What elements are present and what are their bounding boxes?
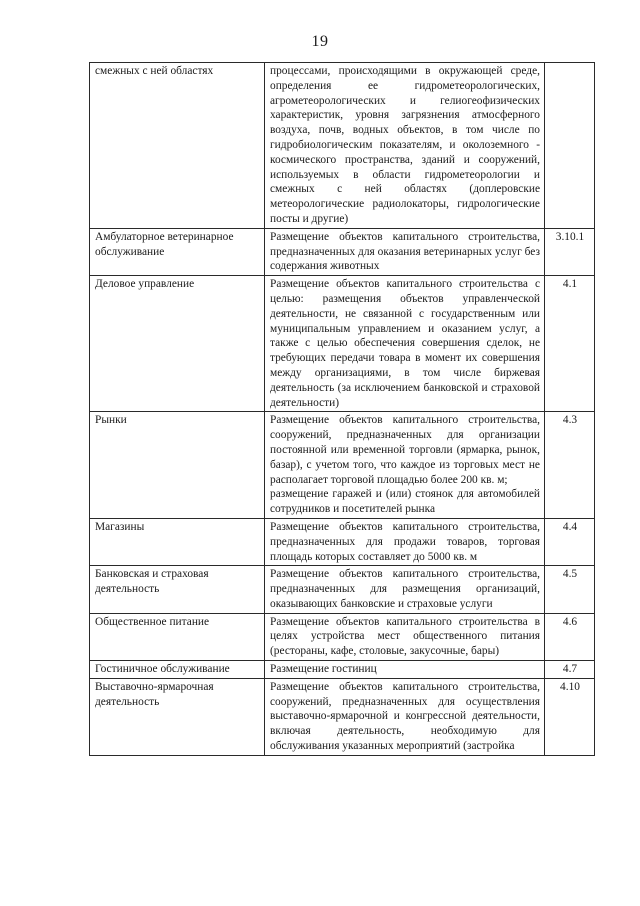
table-row — [90, 63, 595, 229]
land-use-description: Размещение объектов капитального строительства, сооружений, предназначенных для осуществления выставочно-ярмарочной и конгрессной деятельности, включая деятельность, необходимую для обслуживания указанных мероприятий (застройка — [265, 678, 545, 755]
land-use-code: 3.10.1 — [545, 228, 595, 275]
land-use-description: процессами, происходящими в окружающей среде, определения ее гидрометеорологических, агрометеорологических и гелиогеофизических характеристик, уровня загрязнения атмосферного воздуха, почв, водных объектов, в том числе по гидробиологическим показателям, и околоземного - космического пространства, зданий и сооружений, используемых в области гидрометеорологии и смежных с ней областях (доплеровские метеорологические радиолокаторы, гидрологические посты и другие) — [265, 63, 545, 229]
table-row — [90, 518, 595, 565]
land-use-name: Банковская и страховая деятельность — [90, 566, 265, 613]
page-number: 19 — [311, 33, 329, 50]
land-use-name: смежных с ней областях — [90, 63, 265, 229]
land-use-code — [545, 63, 595, 229]
land-use-name: Гостиничное обслуживание — [90, 661, 265, 679]
table-row — [90, 412, 595, 519]
land-use-description: Размещение объектов капитального строительства с целью: размещения объектов управленческой деятельности, не связанной с государственным или муниципальным управлением и оказанием услуг, а также с целью обеспечения совершения сделок, не требующих передачи товара в момент их совершения между организациями, в том числе биржевая деятельность (за исключением банковской и страховой деятельности) — [265, 276, 545, 412]
land-use-code: 4.6 — [545, 613, 595, 660]
land-use-code: 4.4 — [545, 518, 595, 565]
table-row — [90, 613, 595, 660]
table-row — [90, 678, 595, 755]
land-use-description: Размещение объектов капитального строительства, предназначенных для продажи товаров, торговая площадь которых составляет до 5000 кв. м — [265, 518, 545, 565]
land-use-name: Рынки — [90, 412, 265, 519]
land-use-code: 4.10 — [545, 678, 595, 755]
land-use-code: 4.1 — [545, 276, 595, 412]
land-use-code: 4.5 — [545, 566, 595, 613]
land-use-code: 4.3 — [545, 412, 595, 519]
land-use-code: 4.7 — [545, 661, 595, 679]
land-use-name: Деловое управление — [90, 276, 265, 412]
land-use-description — [265, 412, 545, 519]
land-use-description: Размещение объектов капитального строительства, предназначенных для оказания ветеринарных услуг без содержания животных — [265, 228, 545, 275]
table-row — [90, 276, 595, 412]
land-use-name: Общественное питание — [90, 613, 265, 660]
land-use-description-part: размещение гаражей и (или) стоянок для автомобилей сотрудников и посетителей рынка — [270, 488, 540, 516]
land-use-name: Выставочно-ярмарочная деятельность — [90, 678, 265, 755]
land-use-description: Размещение объектов капитального строительства в целях устройства мест общественного питания (рестораны, кафе, столовые, закусочные, бары) — [265, 613, 545, 660]
land-use-description: Размещение объектов капитального строительства, предназначенных для размещения организаций, оказывающих банковские и страховые услуги — [265, 566, 545, 613]
land-use-name: Магазины — [90, 518, 265, 565]
land-use-description-part: Размещение объектов капитального строительства, сооружений, предназначенных для организации постоянной или временной торговли (ярмарка, рынок, базар), с учетом того, что каждое из торговых мест не располагает торговой площадью более 200 кв. м; — [270, 414, 540, 486]
table-row — [90, 566, 595, 613]
land-use-description: Размещение гостиниц — [265, 661, 545, 679]
table-row — [90, 228, 595, 275]
table-row — [90, 661, 595, 679]
land-use-table — [89, 62, 595, 756]
land-use-name: Амбулаторное ветеринарное обслуживание — [90, 228, 265, 275]
